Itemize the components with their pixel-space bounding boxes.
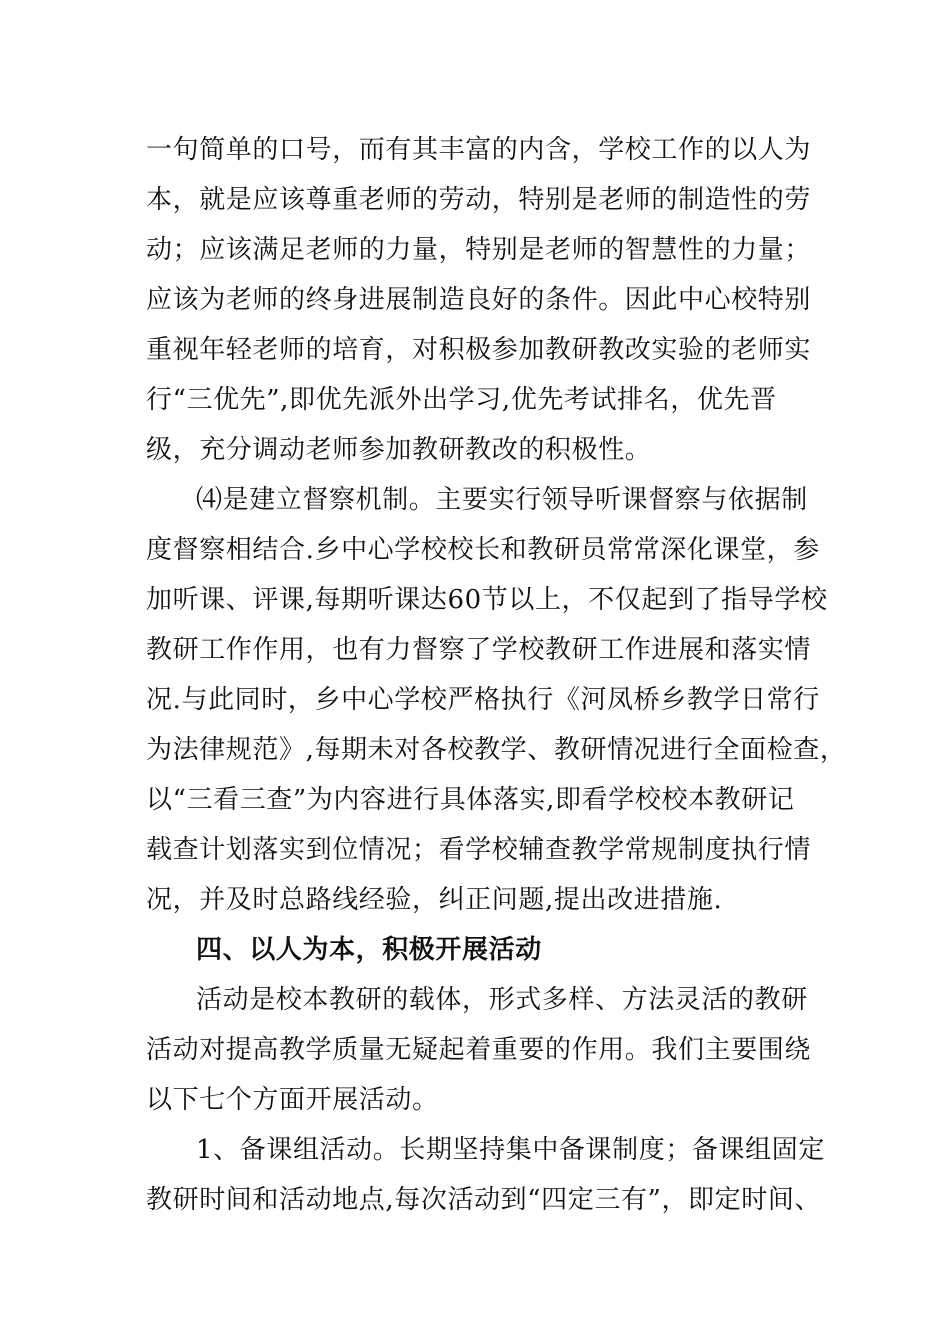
- text-line: 度督察相结合.乡中心学校校长和教研员常常深化课堂，参: [146, 535, 820, 565]
- paragraph-first-line: 1、备课组活动。长期坚持集中备课制度；备课组固定: [196, 1135, 825, 1165]
- text-line: 本，就是应该尊重老师的劳动，特别是老师的制造性的劳: [146, 185, 812, 215]
- text-line: 教研时间和活动地点,每次活动到“四定三有”，即定时间、: [146, 1185, 822, 1215]
- paragraph-first-line: ⑷是建立督察机制。主要实行领导听课督察与依据制: [196, 485, 808, 515]
- paragraph-first-line: 活动是校本教研的载体，形式多样、方法灵活的教研: [196, 985, 808, 1015]
- text-line: 况.与此同时，乡中心学校严格执行《河凤桥乡教学日常行: [146, 685, 820, 715]
- text-line: 动；应该满足老师的力量，特别是老师的智慧性的力量；: [146, 235, 812, 265]
- text-line: 重视年轻老师的培育，对积极参加教研教改实验的老师实: [146, 335, 812, 365]
- section-heading: 四、以人为本，积极开展活动: [196, 935, 542, 965]
- text-line: 以“三看三查”为内容进行具体落实,即看学校校本教研记: [146, 785, 795, 815]
- text-line: 活动对提高教学质量无疑起着重要的作用。我们主要围绕: [146, 1035, 812, 1065]
- text-line: 一句简单的口号，而有其丰富的内含，学校工作的以人为: [146, 135, 812, 165]
- text-line: 以下七个方面开展活动。: [146, 1085, 439, 1115]
- text-line: 教研工作作用，也有力督察了学校教研工作进展和落实情: [146, 635, 812, 665]
- text-line: 为法律规范》,每期未对各校教学、教研情况进行全面检查，: [146, 735, 847, 765]
- text-line: 载查计划落实到位情况；看学校辅查教学常规制度执行情: [146, 835, 812, 865]
- text-line: 行“三优先”,即优先派外出学习,优先考试排名，优先晋: [146, 385, 777, 415]
- text-line: 况，并及时总路线经验，纠正问题,提出改进措施.: [146, 885, 723, 915]
- text-line: 加听课、评课,每期听课达60节以上，不仅起到了指导学校: [146, 585, 828, 615]
- text-line: 应该为老师的终身进展制造良好的条件。因此中心校特别: [146, 285, 812, 315]
- text-line: 级，充分调动老师参加教研教改的积极性。: [146, 435, 652, 465]
